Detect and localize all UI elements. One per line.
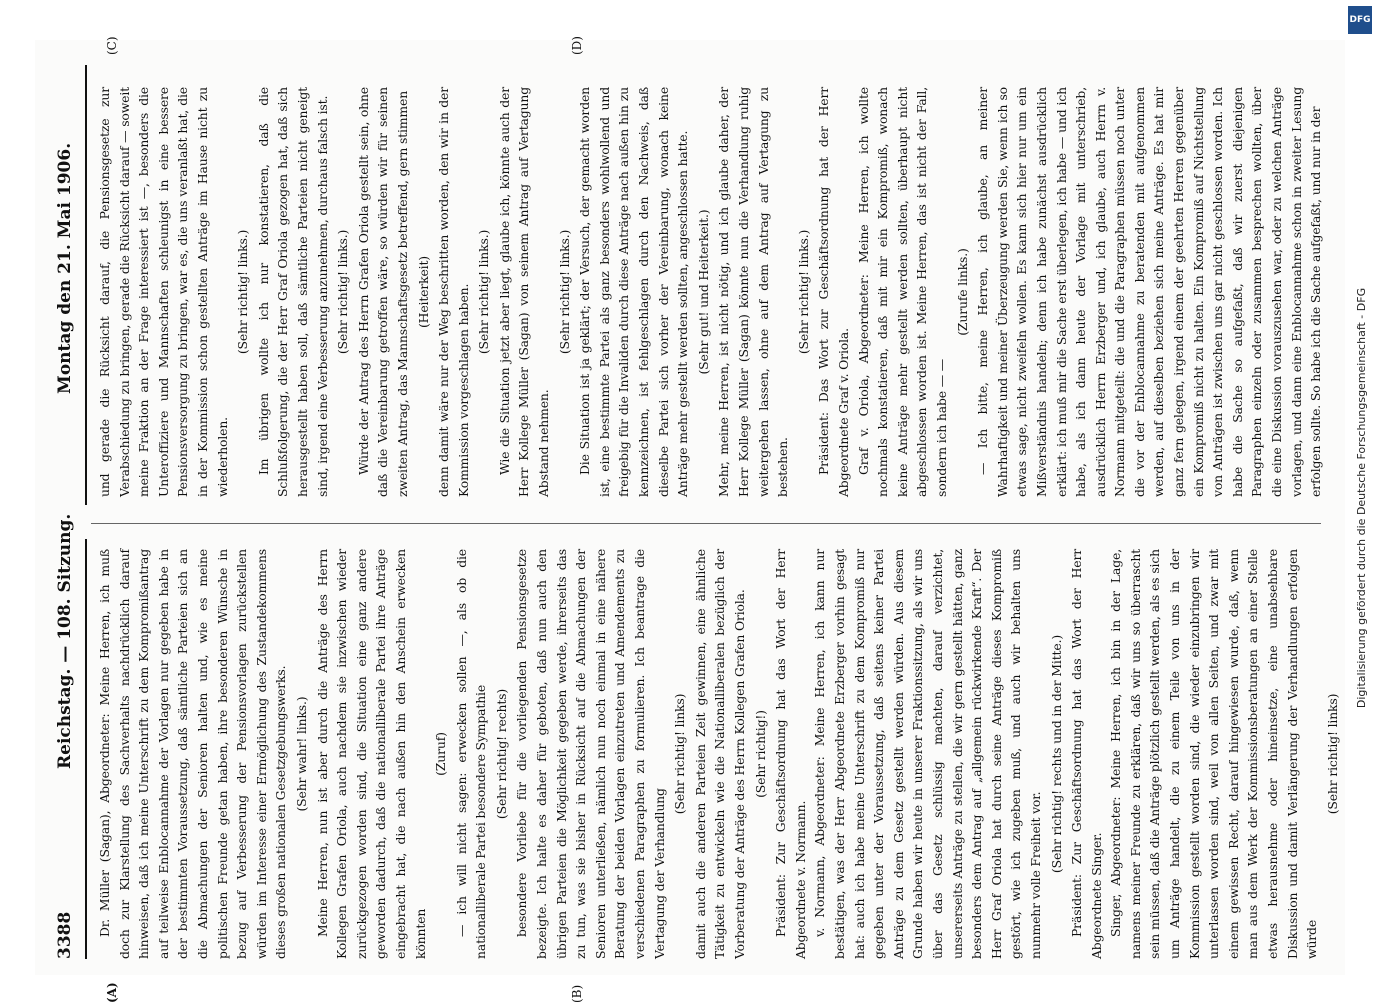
interjection: (Heiterkeit) <box>415 256 431 328</box>
paragraph: Mehr, meine Herren, ist nicht nötig, und ich glaube daher, der Herr Kollege Müller (Sagan) könnte nun die Verhandlung ruhig weitergehen lassen, ohne auf dem Antrag auf Vertagung zu bestehen. <box>716 87 791 497</box>
interjection: (Sehr richtig! links.) <box>335 229 351 355</box>
page-header <box>49 59 89 959</box>
paragraph: denn damit wäre nur der Weg beschritten worden, den wir in der Kommission vorgeschlagen haben. <box>436 87 471 497</box>
header-rule-right <box>85 65 87 505</box>
interjection: (Sehr richtig! links) <box>672 693 688 815</box>
margin-mark-c: (C) <box>105 36 119 55</box>
session-title: Reichstag. — 108. Sitzung. <box>55 513 75 769</box>
interjection: (Sehr richtig! links.) <box>556 229 572 355</box>
paragraph: — ich will nicht sagen: erwecken sollen —, als ob die nationalliberale Partei besondere Sympathie <box>453 549 489 959</box>
interjection: (Sehr richtig! rechts und in der Mitte.) <box>1048 634 1064 874</box>
paragraph: Wie die Situation jetzt aber liegt, glaube ich, könnte auch der Herr Kollege Müller (Sagan) von seinem Antrag auf Vertagung Abstand nehmen. <box>496 87 552 497</box>
paragraph: Präsident: Das Wort zur Geschäftsordnung hat der Herr Abgeordnete Graf v. Oriola. <box>816 87 851 497</box>
paragraph: Graf v. Oriola, Abgeordneter: Meine Herren, ich wollte nochmals konstatieren, daß mit mir ein Kompromiß, wonach keine Anträge mehr gestellt werden sollten, überhaupt nicht abgeschlossen worden ist. Meine Herren, das ist nicht der Fall, sondern ich habe — — <box>855 87 949 497</box>
paragraph: Singer, Abgeordneter: Meine Herren, ich bin in der Lage, namens meiner Freunde zu erklären, daß wir uns so überrascht sein müssen, daß die Anträge plötzlich gestellt werden, als es sich um Anträge handelt, die zu einem Teile von uns in der Kommission gestellt worden sind, die wieder einzubringen wir unterlassen worden sind, weil von allen Seiten, und zwar mit einem gewissen Recht, darauf hingewiesen wurde, daß, wenn man aus dem Werk der Kommissionsberatungen an einer Stelle etwas herausnehme oder hineinsetze, eine unabsehbare Diskussion und damit Verlängerung der Verhandlungen erfolgen würde <box>1108 549 1320 959</box>
interjection: (Zuruf) <box>433 732 449 776</box>
paragraph: besondere Vorliebe für die vorliegenden Pensionsgesetze bezeigte. Ich halte es daher für geboten, daß nun auch den übrigen Parteien die Möglichkeit gegeben werde, ihrerseits das zu tun, was sie bisher in Rücksicht auf die Abmachungen der Senioren unterließen, nämlich nun noch einmal in eine nähere Beratung der beiden Vorlagen einzutreten und Amendements zu verschiedenen Paragraphen zu formulieren. Ich beantrage die Vertagung der Verhandlung <box>514 549 667 959</box>
interjection: (Sehr richtig!) <box>752 710 768 798</box>
paragraph: Präsident: Zur Geschäftsordnung hat das Wort der Herr Abgeordnete Singer. <box>1069 549 1104 959</box>
paragraph: Würde der Antrag des Herrn Grafen Oriola gestellt sein, ohne daß die Vereinbarung getroffen wäre, so würden wir für seinen zweiten Antrag, das Mannschaftsgesetz betreffend, gern stimmen <box>355 87 410 497</box>
paragraph: — Ich bitte, meine Herren, ich glaube, an meiner Wahrhaftigkeit und meiner Überzeugung werden Sie, wenn ich so etwas sage, nicht zweifeln wollen. Es kann sich hier nur um ein Mißverständnis handeln; denn ich habe zunächst ausdrücklich erklärt: ich muß mir die Sache erst überlegen, ich habe — und ich habe, als ich dann heute der Vorlage mit unterschrieb, ausdrücklich Herrn Erzberger und, ich glaube, auch Herrn v. Normann mitgeteilt: die und die Paragraphen müssen noch unter die vor der Enblocannahme zu beratenden mit aufgenommen werden, auf dieselben beziehen sich meine Anträge. Es hat mir ganz fern gelegen, irgend einem der geehrten Herren gegenüber ein Kompromiß nicht zu halten. Ein Kompromiß auf Nichtstellung von Anträgen ist zwischen uns gar nicht geschlossen worden. Ich habe die Sache so aufgefaßt, daß wir zuerst diejenigen Paragraphen einzeln oder zusammen besprechen wollten, über die eine Diskussion vorauszusehen war, oder zu welchen Anträge vorlagen, und dann eine Enblocannahme schon in zweiter Lesung erfolgen sollte. So habe ich die Sache aufgefaßt, und nur in der <box>975 87 1324 497</box>
session-date: Montag den 21. Mai 1906. <box>55 142 75 394</box>
text-column-right <box>95 87 1326 497</box>
paragraph: Präsident: Zur Geschäftsordnung hat das Wort der Herr Abgeordnete v. Normann. <box>773 549 808 959</box>
interjection: (Sehr richtig! links.) <box>476 229 492 355</box>
paragraph: Meine Herren, nun ist aber durch die Anträge des Herrn Kollegen Grafen Oriola, auch nachdem sie inzwischen wieder zurückgezogen worden sind, die Situation eine ganz andere geworden dadurch, daß die nationalliberale Partei ihre Anträge eingebracht hat, die nach außen hin den Anschein erwecken könnten <box>314 549 428 959</box>
margin-mark-a: (A) <box>105 982 119 1003</box>
paragraph: und gerade die Rücksicht darauf, die Pensionsgesetze zur Verabschiedung zu bringen, gerade die Rücksicht darauf — soweit meine Fraktion an der Frage interessiert ist —, besonders die Unteroffiziere und Mannschaften schleunigst in eine bessere Pensionsversorgung zu bringen, war es, die uns veranlaßt hat, die in der Kommission schon gestellten Anträge im Hause nicht zu wiederholen. <box>97 87 230 497</box>
credit-text: Digitalisierung gefördert durch die Deutsche Forschungsgemeinschaft - DFG <box>1355 287 1368 709</box>
page-number: 3388 <box>55 911 75 959</box>
interjection: (Sehr gut! und Heiterkeit.) <box>695 209 711 375</box>
paragraph: damit auch die anderen Parteien Zeit gewinnen, eine ähnliche Tätigkeit zu entwickeln wie die Nationalliberalen bezüglich der Vorberatung der Anträge des Herrn Kollegen Grafen Oriola. <box>692 549 747 959</box>
paragraph: v. Normann, Abgeordneter: Meine Herren, ich kann nur bestätigen, was der Herr Abgeordnete Erzberger vorhin gesagt hat: auch ich habe meine Unterschrift zu dem Kompromiß nur gegeben unter der Voraussetzung, daß seitens keiner Partei Anträge zu dem Gesetz gestellt werden würden. Aus diesem Grunde haben wir heute in unserer Fraktionssitzung, als wir uns über das Gesetz schlüssig machten, darauf verzichtet, unsererseits Anträge zu stellen, die wir gern gestellt hätten, ganz besonders dem Antrag auf „allgemein rückwirkende Kraft“. Der Herr Graf Oriola hat durch seine Anträge dieses Kompromiß gestört, wie ich zugeben muß, und auch wir behalten uns nunmehr volle Freiheit vor. <box>812 549 1043 959</box>
interjection: (Sehr richtig! links.) <box>235 229 251 355</box>
margin-mark-d: (D) <box>570 36 584 55</box>
scanned-page <box>35 36 1345 1003</box>
column-divider <box>91 523 1321 524</box>
paragraph: Im übrigen wollte ich nur konstatieren, daß die Schlußfolgerung, die der Herr Graf Oriola gezogen hat, daß sich herausgestellt haben soll, daß sämtliche Parteien nicht geneigt sind, irgend eine Verbesserung anzunehmen, durchaus falsch ist. <box>255 87 330 497</box>
dfg-logo: DFG <box>1348 6 1372 34</box>
paragraph: Die Situation ist ja geklärt; der Versuch, der gemacht worden ist, eine bestimmte Partei als ganz besonders wohlwollend und freigebig für die Invaliden durch diese Anträge nach außen hin zu kennzeichnen, ist fehlgeschlagen durch den Nachweis, daß dieselbe Partei sich vorher der Vereinbarung, wonach keine Anträge mehr gestellt werden sollten, angeschlossen hatte. <box>577 87 691 497</box>
margin-mark-b: (B) <box>570 984 584 1003</box>
digitization-credit <box>1348 8 1370 1000</box>
interjection: (Sehr wahr! links.) <box>293 696 309 812</box>
text-column-left <box>95 549 1343 959</box>
header-rule-left <box>85 539 87 959</box>
interjection: (Zurufe links.) <box>954 248 970 336</box>
interjection: (Sehr richtig! rechts) <box>493 688 509 820</box>
interjection: (Sehr richtig! links) <box>1324 693 1340 815</box>
interjection: (Sehr richtig! links.) <box>795 229 811 355</box>
paragraph: Dr. Müller (Sagan), Abgeordneter: Meine Herren, ich muß doch zur Klarstellung des Sachverhalts nachdrücklich darauf hinweisen, daß ich meine Unterschrift zu dem Kompromißantrag auf teilweise Enblocannahme der Vorlagen nur gegeben habe in der bestimmten Voraussetzung, daß sämtliche Parteien sich an die Abmachungen der Senioren halten und, wie es meine politischen Freunde getan haben, ihre besonderen Wünsche in bezug auf Verbesserung der Pensionsvorlagen zurückstellen würden im Interesse einer Ermöglichung des Zustandekommens dieses großen nationalen Gesetzgebungswerks. <box>97 549 289 959</box>
